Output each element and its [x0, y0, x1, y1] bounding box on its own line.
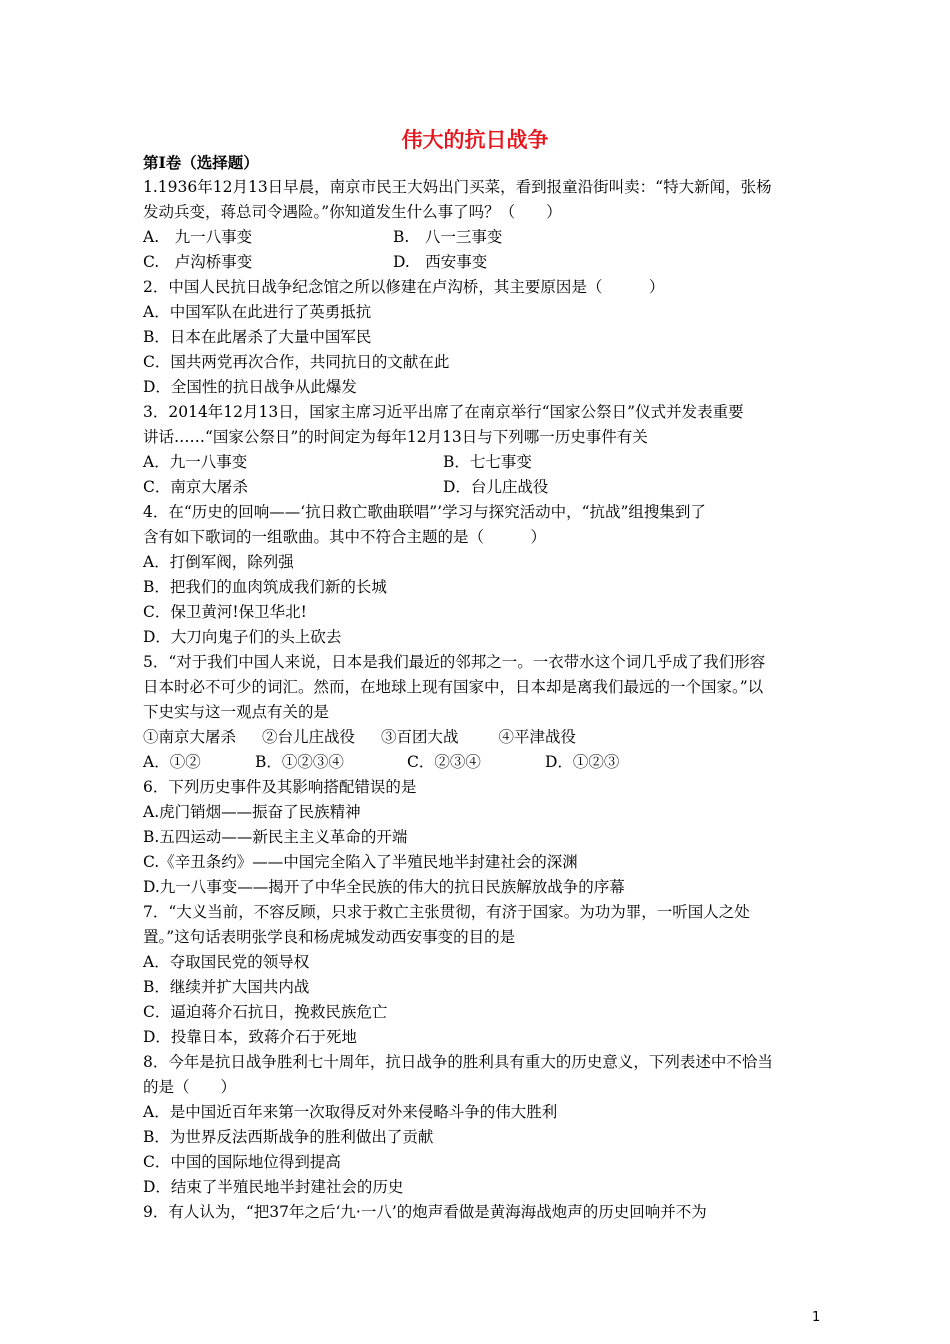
question-3-option-b: B．七七事变 [443, 453, 532, 471]
question-5-options [143, 750, 813, 775]
question-2-stem: 2．中国人民抗日战争纪念馆之所以修建在卢沟桥，其主要原因是（ ） [143, 278, 665, 296]
question-4-stem-line-2: 含有如下歌词的一组歌曲。其中不符合主题的是（ ） [143, 528, 547, 546]
question-5-stem-line-3: 下史实与这一观点有关的是 [143, 703, 330, 721]
document-title: 伟大的抗日战争 [401, 128, 549, 152]
section-heading: 第Ⅰ卷（选择题） [143, 153, 259, 172]
question-6-option-c: C.《辛丑条约》——中国完全陷入了半殖民地半封建社会的深渊 [143, 853, 578, 871]
question-5-option-a: A．①② [143, 753, 201, 771]
question-4-option-c: C．保卫黄河!保卫华北! [143, 603, 307, 621]
question-1-option-a: A. 九一八事变 [143, 228, 253, 246]
question-5-option-b: B．①②③④ [255, 753, 344, 771]
question-4-stem-line-1: 4．在“历史的回响——‘抗日救亡歌曲联唱”’学习与探究活动中，“抗战”组搜集到了 [143, 503, 706, 521]
question-5-item-2: ②台儿庄战役 [262, 728, 356, 746]
question-4-option-a: A．打倒军阀，除列强 [143, 553, 294, 571]
question-1-stem-line-2: 发动兵变，蒋总司令遇险。”你知道发生什么事了吗？（ ） [143, 203, 562, 221]
question-3-option-c: C．南京大屠杀 [143, 478, 248, 496]
question-4-option-d: D．大刀向鬼子们的头上砍去 [143, 628, 342, 646]
question-5-items [143, 725, 813, 750]
question-5-stem-line-1: 5．“对于我们中国人来说，日本是我们最近的邻邦之一。一衣带水这个词几乎成了我们形容 [143, 653, 766, 671]
question-8-option-a: A．是中国近百年来第一次取得反对外来侵略斗争的伟大胜利 [143, 1103, 558, 1121]
page-number: 1 [812, 1310, 821, 1325]
question-4-option-b: B．把我们的血肉筑成我们新的长城 [143, 578, 387, 596]
question-6-stem: 6．下列历史事件及其影响搭配错误的是 [143, 778, 417, 796]
question-1-option-c: C. 卢沟桥事变 [143, 253, 253, 271]
question-8-stem-line-2: 的是（ ） [143, 1078, 237, 1096]
question-2-option-c: C．国共两党再次合作，共同抗日的文献在此 [143, 353, 450, 371]
question-7-option-a: A．夺取国民党的领导权 [143, 953, 310, 971]
question-5-stem-line-2: 日本时必不可少的词汇。然而，在地球上现有国家中，日本却是离我们最远的一个国家。”以 [143, 678, 764, 696]
question-3-stem-line-1: 3．2014年12月13日，国家主席习近平出席了在南京举行“国家公祭日”仪式并发表重要 [143, 403, 744, 421]
question-7-stem-line-1: 7．“大义当前，不容反顾，只求于救亡主张贯彻，有济于国家。为功为罪，一听国人之处 [143, 903, 750, 921]
question-7-option-c: C．逼迫蒋介石抗日，挽救民族危亡 [143, 1003, 388, 1021]
question-5-item-4: ④平津战役 [498, 728, 577, 746]
question-3-stem-line-2: 讲话……“国家公祭日”的时间定为每年12月13日与下列哪一历史事件有关 [143, 428, 648, 446]
question-5-option-c: C．②③④ [407, 753, 481, 771]
document-body [143, 150, 813, 1225]
question-7-stem-line-2: 置。”这句话表明张学良和杨虎城发动西安事变的目的是 [143, 928, 516, 946]
question-7-option-b: B．继续并扩大国共内战 [143, 978, 310, 996]
question-1-options-row-2 [143, 250, 813, 275]
question-3-option-d: D．台儿庄战役 [443, 478, 549, 496]
question-1-option-b: B. 八一三事变 [393, 228, 503, 246]
question-6-option-d: D.九一八事变——揭开了中华全民族的伟大的抗日民族解放战争的序幕 [143, 878, 625, 896]
question-1-stem-line-1: 1.1936年12月13日早晨，南京市民王大妈出门买菜，看到报童沿街叫卖：“特大新闻，张杨 [143, 178, 772, 196]
question-9-stem-line-1: 9．有人认为，“把37年之后‘九·一八’的炮声看做是黄海海战炮声的历史回响并不为 [143, 1203, 707, 1221]
question-8-stem-line-1: 8．今年是抗日战争胜利七十周年，抗日战争的胜利具有重大的历史意义，下列表述中不恰当 [143, 1053, 773, 1071]
question-6-option-a: A.虎门销烟——振奋了民族精神 [143, 803, 361, 821]
question-7-option-d: D．投靠日本，致蒋介石于死地 [143, 1028, 357, 1046]
question-2-option-b: B．日本在此屠杀了大量中国军民 [143, 328, 372, 346]
question-5-item-3: ③百团大战 [381, 728, 459, 746]
question-1-option-d: D. 西安事变 [393, 253, 488, 271]
question-3-options-row-1 [143, 450, 813, 475]
question-3-options-row-2 [143, 475, 813, 500]
question-5-option-d: D．①②③ [545, 753, 620, 771]
question-2-option-a: A．中国军队在此进行了英勇抵抗 [143, 303, 372, 321]
question-6-option-b: B.五四运动——新民主主义革命的开端 [143, 828, 408, 846]
question-8-option-d: D．结束了半殖民地半封建社会的历史 [143, 1178, 404, 1196]
question-8-option-c: C．中国的国际地位得到提高 [143, 1153, 341, 1171]
question-1-options-row-1 [143, 225, 813, 250]
question-5-item-1: ①南京大屠杀 [143, 728, 237, 746]
question-3-option-a: A．九一八事变 [143, 453, 248, 471]
question-2-option-d: D．全国性的抗日战争从此爆发 [143, 378, 357, 396]
question-8-option-b: B．为世界反法西斯战争的胜利做出了贡献 [143, 1128, 434, 1146]
